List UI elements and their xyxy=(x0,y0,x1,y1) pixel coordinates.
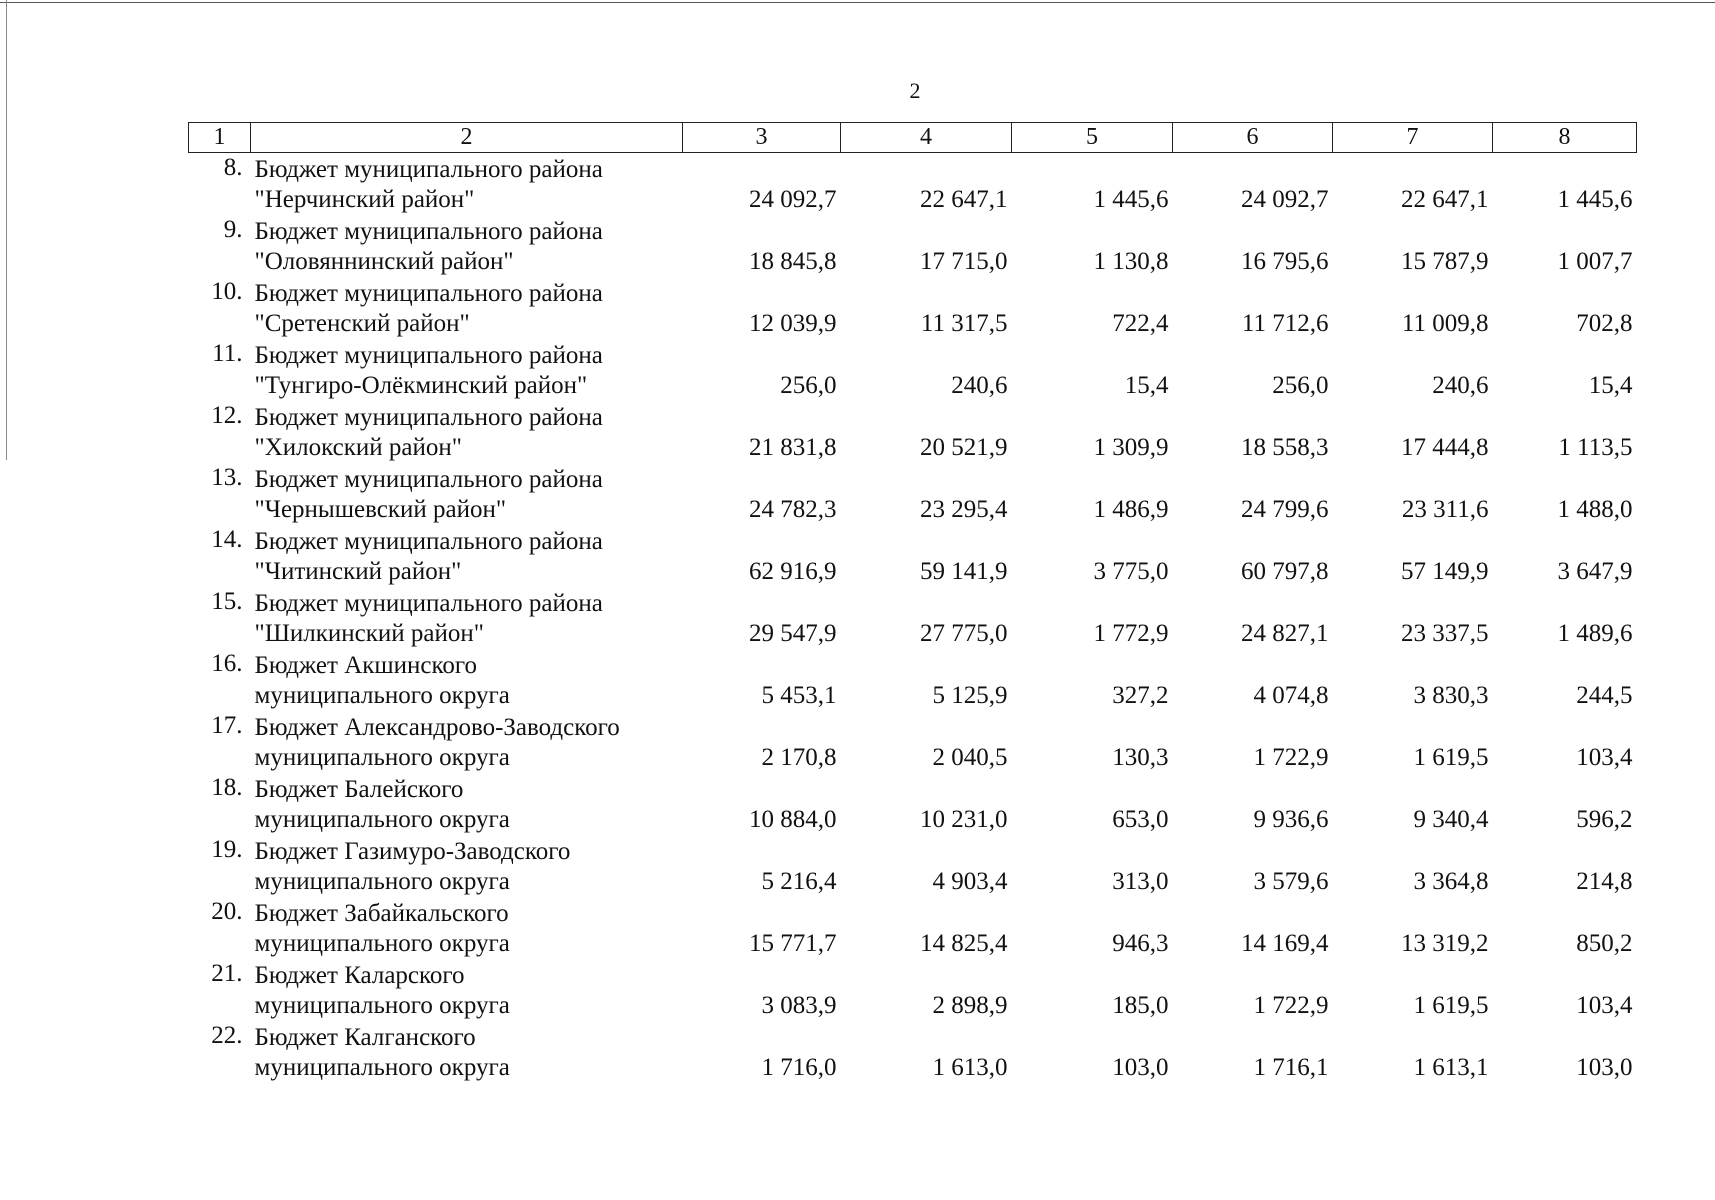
value-cell-c3: 256,0 xyxy=(780,372,837,399)
value-cell-c7: 57 149,9 xyxy=(1401,558,1489,585)
row-number: 11. xyxy=(212,340,243,367)
value-cell-c4: 20 521,9 xyxy=(920,434,1008,461)
budget-name-cell xyxy=(251,773,683,835)
budget-name-line1: Бюджет муниципального района xyxy=(254,404,603,431)
column-header: 2 xyxy=(251,123,683,153)
table-row xyxy=(189,711,1637,773)
table-row xyxy=(189,959,1637,1021)
budget-name-cell xyxy=(251,339,683,401)
value-cell-c8: 596,2 xyxy=(1576,806,1633,833)
table-row xyxy=(189,525,1637,587)
value-cell-c6: 60 797,8 xyxy=(1241,558,1329,585)
page-number: 2 xyxy=(909,78,921,103)
value-cell-c7: 1 613,1 xyxy=(1413,1054,1489,1081)
value-cell-c5: 327,2 xyxy=(1112,682,1169,709)
value-cell-c8: 850,2 xyxy=(1576,930,1633,957)
value-cell-c5: 3 775,0 xyxy=(1093,558,1169,585)
value-cell-c5: 130,3 xyxy=(1112,744,1169,771)
value-cell-c8: 3 647,9 xyxy=(1557,558,1633,585)
row-number: 20. xyxy=(211,898,243,925)
value-cell-c7: 13 319,2 xyxy=(1401,930,1489,957)
budget-name-line2: "Тунгиро-Олёкминский район" xyxy=(254,372,588,399)
budget-name-cell xyxy=(251,711,683,773)
value-cell-c3: 2 170,8 xyxy=(761,744,837,771)
value-cell-c3: 18 845,8 xyxy=(749,248,837,275)
budget-name-cell xyxy=(251,153,683,216)
row-number: 13. xyxy=(211,464,243,491)
row-number: 22. xyxy=(211,1022,243,1049)
column-header: 7 xyxy=(1333,123,1493,153)
budget-name-cell xyxy=(251,463,683,525)
budget-name-cell xyxy=(251,525,683,587)
value-cell-c4: 1 613,0 xyxy=(932,1054,1008,1081)
value-cell-c3: 5 216,4 xyxy=(761,868,837,895)
budget-name-line1: Бюджет Забайкальского xyxy=(254,900,509,927)
budget-name-line2: "Оловяннинский район" xyxy=(254,248,514,275)
value-cell-c4: 240,6 xyxy=(951,372,1008,399)
value-cell-c8: 244,5 xyxy=(1576,682,1633,709)
value-cell-c6: 1 722,9 xyxy=(1253,744,1329,771)
budget-name-cell xyxy=(251,959,683,1021)
budget-name-line1: Бюджет Балейского xyxy=(254,776,464,803)
budget-name-line2: "Чернышевский район" xyxy=(254,496,507,523)
budget-name-cell xyxy=(251,401,683,463)
value-cell-c8: 1 007,7 xyxy=(1557,248,1633,275)
value-cell-c5: 185,0 xyxy=(1112,992,1169,1019)
budget-name-cell xyxy=(251,587,683,649)
value-cell-c6: 16 795,6 xyxy=(1241,248,1329,275)
budget-name-line2: "Читинский район" xyxy=(254,558,462,585)
budget-name-line2: "Сретенский район" xyxy=(254,310,470,337)
budget-name-line1: Бюджет муниципального района xyxy=(254,280,603,307)
row-number: 19. xyxy=(211,836,243,863)
table-row xyxy=(189,1021,1637,1083)
value-cell-c6: 24 092,7 xyxy=(1241,186,1329,213)
value-cell-c7: 9 340,4 xyxy=(1413,806,1489,833)
value-cell-c3: 12 039,9 xyxy=(749,310,837,337)
value-cell-c8: 1 488,0 xyxy=(1557,496,1633,523)
value-cell-c5: 653,0 xyxy=(1112,806,1169,833)
value-cell-c7: 11 009,8 xyxy=(1401,310,1489,337)
value-cell-c8: 1 489,6 xyxy=(1557,620,1633,647)
table-row xyxy=(189,649,1637,711)
budget-name-line2: "Нерчинский район" xyxy=(254,186,475,213)
budget-name-line1: Бюджет Газимуро-Заводского xyxy=(254,838,571,865)
row-number: 17. xyxy=(211,712,243,739)
value-cell-c3: 29 547,9 xyxy=(749,620,837,647)
row-number: 15. xyxy=(211,588,243,615)
value-cell-c7: 22 647,1 xyxy=(1401,186,1489,213)
value-cell-c5: 1 445,6 xyxy=(1093,186,1169,213)
value-cell-c5: 946,3 xyxy=(1112,930,1169,957)
value-cell-c3: 15 771,7 xyxy=(749,930,837,957)
value-cell-c5: 722,4 xyxy=(1112,310,1169,337)
value-cell-c4: 2 040,5 xyxy=(932,744,1008,771)
budget-name-line2: муниципального округа xyxy=(254,868,510,895)
value-cell-c4: 27 775,0 xyxy=(920,620,1008,647)
table-row xyxy=(189,463,1637,525)
value-cell-c6: 14 169,4 xyxy=(1241,930,1329,957)
value-cell-c5: 15,4 xyxy=(1124,372,1169,399)
value-cell-c3: 24 092,7 xyxy=(749,186,837,213)
value-cell-c4: 17 715,0 xyxy=(920,248,1008,275)
row-number: 16. xyxy=(211,650,243,677)
budget-name-line1: Бюджет Акшинского xyxy=(254,652,478,679)
column-header: 3 xyxy=(683,123,841,153)
budget-name-line1: Бюджет Александрово-Заводского xyxy=(254,714,620,741)
value-cell-c8: 103,4 xyxy=(1576,992,1633,1019)
budget-name-line2: муниципального округа xyxy=(254,992,510,1019)
budget-name-line1: Бюджет Каларского xyxy=(254,962,465,989)
value-cell-c6: 1 722,9 xyxy=(1253,992,1329,1019)
value-cell-c4: 11 317,5 xyxy=(920,310,1008,337)
column-header: 5 xyxy=(1012,123,1173,153)
value-cell-c7: 3 364,8 xyxy=(1413,868,1489,895)
value-cell-c6: 24 799,6 xyxy=(1241,496,1329,523)
value-cell-c7: 23 337,5 xyxy=(1401,620,1489,647)
value-cell-c6: 9 936,6 xyxy=(1253,806,1329,833)
value-cell-c3: 62 916,9 xyxy=(749,558,837,585)
value-cell-c4: 22 647,1 xyxy=(920,186,1008,213)
value-cell-c7: 1 619,5 xyxy=(1413,744,1489,771)
value-cell-c8: 15,4 xyxy=(1588,372,1633,399)
budget-name-cell xyxy=(251,215,683,277)
value-cell-c8: 214,8 xyxy=(1576,868,1633,895)
value-cell-c5: 313,0 xyxy=(1112,868,1169,895)
value-cell-c6: 24 827,1 xyxy=(1241,620,1329,647)
table-row xyxy=(189,773,1637,835)
value-cell-c3: 10 884,0 xyxy=(749,806,837,833)
table-row xyxy=(189,215,1637,277)
value-cell-c3: 3 083,9 xyxy=(761,992,837,1019)
table-row xyxy=(189,587,1637,649)
value-cell-c4: 10 231,0 xyxy=(920,806,1008,833)
value-cell-c5: 103,0 xyxy=(1112,1054,1169,1081)
value-cell-c6: 3 579,6 xyxy=(1253,868,1329,895)
row-number: 10. xyxy=(211,278,243,305)
value-cell-c4: 2 898,9 xyxy=(932,992,1008,1019)
budget-name-line2: муниципального округа xyxy=(254,744,510,771)
budget-name-cell xyxy=(251,277,683,339)
value-cell-c4: 23 295,4 xyxy=(920,496,1008,523)
row-number: 14. xyxy=(211,526,243,553)
value-cell-c4: 5 125,9 xyxy=(932,682,1008,709)
budget-name-line2: муниципального округа xyxy=(254,1054,510,1081)
value-cell-c4: 14 825,4 xyxy=(920,930,1008,957)
column-header: 8 xyxy=(1493,123,1637,153)
value-cell-c7: 3 830,3 xyxy=(1413,682,1489,709)
budget-name-line1: Бюджет Калганского xyxy=(254,1024,476,1051)
header-row xyxy=(189,123,1637,153)
value-cell-c8: 103,0 xyxy=(1576,1054,1633,1081)
value-cell-c4: 4 903,4 xyxy=(932,868,1008,895)
column-header: 4 xyxy=(841,123,1012,153)
value-cell-c7: 1 619,5 xyxy=(1413,992,1489,1019)
value-cell-c4: 59 141,9 xyxy=(920,558,1008,585)
value-cell-c5: 1 486,9 xyxy=(1093,496,1169,523)
row-number: 21. xyxy=(211,960,243,987)
budget-name-line2: муниципального округа xyxy=(254,930,510,957)
value-cell-c8: 1 445,6 xyxy=(1557,186,1633,213)
row-number: 9. xyxy=(223,216,243,243)
value-cell-c8: 702,8 xyxy=(1576,310,1633,337)
value-cell-c5: 1 772,9 xyxy=(1093,620,1169,647)
budget-name-line1: Бюджет муниципального района xyxy=(254,342,603,369)
budget-name-line2: "Хилокский район" xyxy=(254,434,462,461)
value-cell-c6: 1 716,1 xyxy=(1253,1054,1329,1081)
value-cell-c3: 24 782,3 xyxy=(749,496,837,523)
value-cell-c3: 21 831,8 xyxy=(749,434,837,461)
table-row xyxy=(189,401,1637,463)
value-cell-c3: 1 716,0 xyxy=(761,1054,837,1081)
value-cell-c5: 1 309,9 xyxy=(1093,434,1169,461)
table-row xyxy=(189,339,1637,401)
row-number: 8. xyxy=(223,154,243,181)
value-cell-c6: 256,0 xyxy=(1272,372,1329,399)
budget-name-line2: "Шилкинский район" xyxy=(254,620,484,647)
table-body xyxy=(189,153,1637,1084)
value-cell-c7: 240,6 xyxy=(1432,372,1489,399)
budget-name-cell xyxy=(251,649,683,711)
budget-name-cell xyxy=(251,1021,683,1083)
budget-name-line1: Бюджет муниципального района xyxy=(254,156,603,183)
value-cell-c8: 1 113,5 xyxy=(1558,434,1633,461)
budget-name-line1: Бюджет муниципального района xyxy=(254,590,603,617)
page-left-border xyxy=(6,0,7,460)
row-number: 18. xyxy=(211,774,243,801)
value-cell-c6: 18 558,3 xyxy=(1241,434,1329,461)
value-cell-c7: 17 444,8 xyxy=(1401,434,1489,461)
value-cell-c7: 15 787,9 xyxy=(1401,248,1489,275)
page-top-border xyxy=(0,2,1715,3)
table-row xyxy=(189,897,1637,959)
budget-name-line2: муниципального округа xyxy=(254,806,510,833)
table-row xyxy=(189,835,1637,897)
value-cell-c6: 4 074,8 xyxy=(1253,682,1329,709)
budget-name-line2: муниципального округа xyxy=(254,682,510,709)
value-cell-c6: 11 712,6 xyxy=(1241,310,1329,337)
value-cell-c5: 1 130,8 xyxy=(1093,248,1169,275)
table-row xyxy=(189,277,1637,339)
column-header: 1 xyxy=(189,123,251,153)
budget-name-line1: Бюджет муниципального района xyxy=(254,528,603,555)
row-number: 12. xyxy=(211,402,243,429)
value-cell-c3: 5 453,1 xyxy=(761,682,837,709)
budget-name-line1: Бюджет муниципального района xyxy=(254,466,603,493)
table-row xyxy=(189,153,1637,216)
budget-name-line1: Бюджет муниципального района xyxy=(254,218,603,245)
budget-name-cell xyxy=(251,835,683,897)
value-cell-c7: 23 311,6 xyxy=(1401,496,1489,523)
column-header: 6 xyxy=(1173,123,1333,153)
budget-table xyxy=(188,122,1637,1083)
budget-name-cell xyxy=(251,897,683,959)
value-cell-c8: 103,4 xyxy=(1576,744,1633,771)
